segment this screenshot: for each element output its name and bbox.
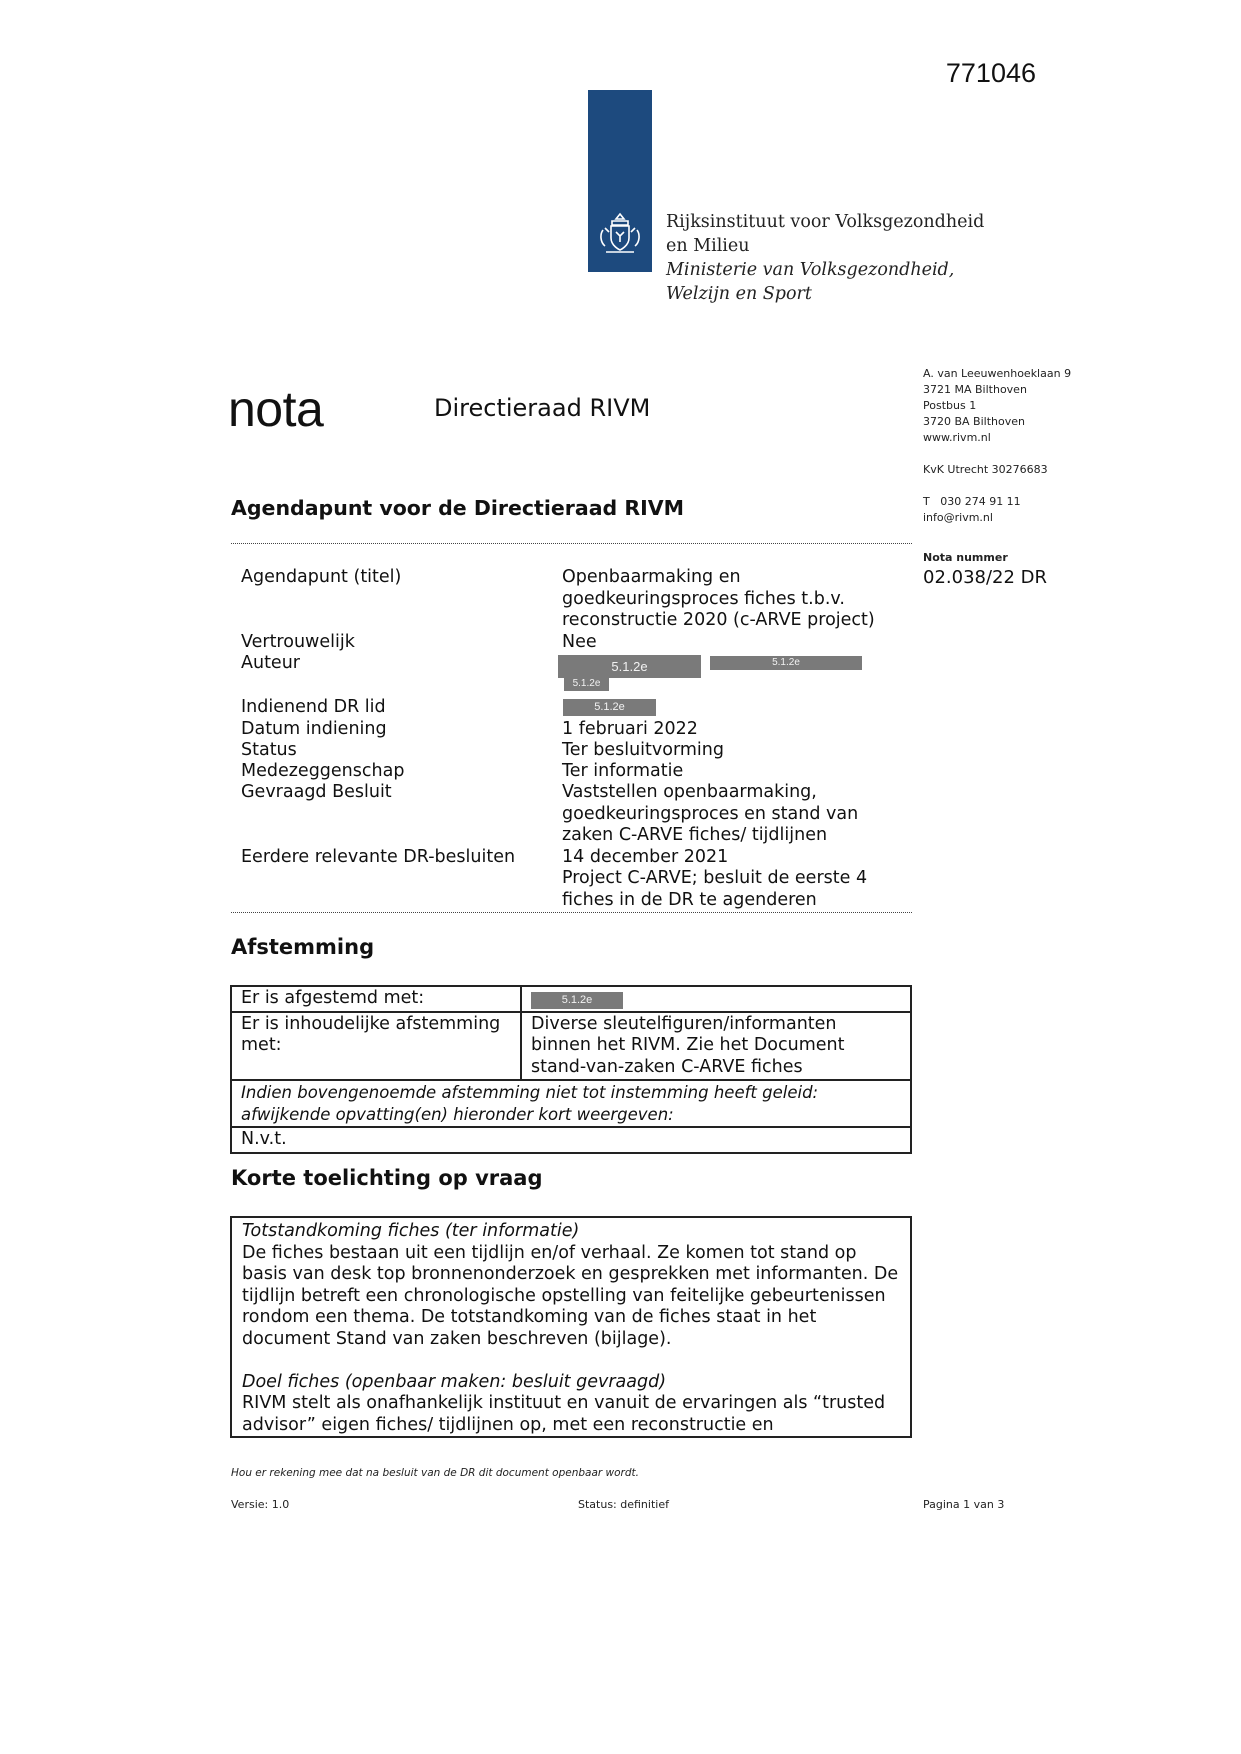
label-requested-decision: Gevraagd Besluit	[241, 782, 392, 802]
redaction-block: 5.1.2e	[710, 656, 862, 670]
phone-number: T 030 274 91 11	[923, 495, 1021, 508]
footer-page: Pagina 1 van 3	[923, 1498, 1005, 1511]
kvk-number: KvK Utrecht 30276683	[923, 463, 1048, 476]
label-participation: Medezeggenschap	[241, 761, 405, 781]
value-date: 1 februari 2022	[562, 719, 698, 739]
logo-line-2: en Milieu	[666, 236, 750, 256]
logo-line-3: Ministerie van Volksgezondheid,	[666, 260, 955, 280]
label-previous-decisions: Eerdere relevante DR-besluiten	[241, 847, 516, 867]
rijksoverheid-logo-bar	[588, 90, 652, 272]
label-title: Agendapunt (titel)	[241, 567, 402, 587]
crest-icon	[594, 208, 646, 260]
toelichting-subheading-2: Doel fiches (openbaar maken: besluit gevraagd)	[242, 1371, 667, 1392]
table-row	[232, 1013, 910, 1082]
table-row	[232, 1081, 910, 1128]
address-line: 3720 BA Bilthoven	[923, 415, 1025, 428]
toelichting-heading: Korte toelichting op vraag	[231, 1166, 543, 1190]
address-line: 3721 MA Bilthoven	[923, 383, 1027, 396]
toelichting-box	[230, 1216, 912, 1438]
footer-note: Hou er rekening mee dat na besluit van de DR dit document openbaar wordt.	[231, 1467, 639, 1479]
value-title: Openbaarmaking en goedkeuringsproces fiches t.b.v. reconstructie 2020 (c-ARVE project)	[562, 567, 875, 630]
value-participation: Ter informatie	[562, 761, 684, 781]
department-name: Directieraad RIVM	[434, 394, 651, 422]
table-row	[232, 1128, 910, 1152]
label-author: Auteur	[241, 653, 300, 673]
toelichting-paragraph-1: De fiches bestaan uit een tijdlijn en/of verhaal. Ze komen tot stand op basis van desk top bronnenonderzoek en gesprekken met informanten. De tijdlijn betreft een chronologische opstelling van feitelijke gebeurtenissen rondom een thema. De totstandkoming van de fiches staat in het document Stand van zaken beschreven (bijlage).	[242, 1242, 899, 1349]
inhoudelijk-label: Er is inhoudelijke afstemming met:	[232, 1013, 522, 1080]
footer-version: Versie: 1.0	[231, 1498, 290, 1511]
document-number: 771046	[945, 58, 1036, 88]
afstemming-table	[230, 985, 912, 1154]
footer-status: Status: definitief	[578, 1498, 669, 1511]
value-confidential: Nee	[562, 632, 597, 652]
toelichting-paragraph-2: RIVM stelt als onafhankelijk instituut en vanuit de ervaringen als “trusted advisor” eigen fiches/ tijdlijnen op, met een reconstructie en	[242, 1393, 886, 1435]
website: www.rivm.nl	[923, 431, 991, 444]
value-previous-decision-text: Project C-ARVE; besluit de eerste 4 fiches in de DR te agenderen	[562, 868, 868, 910]
afgestemd-label: Er is afgestemd met:	[232, 987, 522, 1011]
divider	[231, 912, 912, 913]
value-status: Ter besluitvorming	[562, 740, 724, 760]
label-status: Status	[241, 740, 297, 760]
inhoudelijk-value: Diverse sleutelfiguren/informanten binnen het RIVM. Zie het Document stand-van-zaken C-ARVE fiches	[531, 1013, 845, 1077]
logo-line-1: Rijksinstituut voor Volksgezondheid	[666, 212, 985, 232]
divider	[231, 543, 912, 544]
redaction-block: 5.1.2e	[563, 699, 656, 716]
label-submitter: Indienend DR lid	[241, 697, 386, 717]
value-requested-decision: Vaststellen openbaarmaking, goedkeuringsproces en stand van zaken C-ARVE fiches/ tijdlijnen	[562, 782, 859, 845]
redaction-block: 5.1.2e	[531, 992, 623, 1009]
nota-number: 02.038/22 DR	[923, 567, 1048, 588]
label-date: Datum indiening	[241, 719, 387, 739]
nota-number-label: Nota nummer	[923, 551, 1008, 564]
logo-line-4: Welzijn en Sport	[666, 284, 812, 304]
agenda-heading: Agendapunt voor de Directieraad RIVM	[231, 496, 685, 520]
afwijkende-opvatting-note: Indien bovengenoemde afstemming niet tot instemming heeft geleid: afwijkende opvatting(en) hieronder kort weergeven:	[241, 1083, 819, 1124]
address-line: A. van Leeuwenhoeklaan 9	[923, 367, 1072, 380]
afgestemd-value	[522, 987, 910, 1011]
redaction-block: 5.1.2e	[558, 655, 701, 678]
logo-text	[666, 210, 984, 306]
label-confidential: Vertrouwelijk	[241, 632, 355, 652]
redaction-block: 5.1.2e	[564, 677, 609, 691]
table-row	[232, 987, 910, 1013]
email-address: info@rivm.nl	[923, 511, 993, 524]
value-previous-decision-date: 14 december 2021	[562, 847, 729, 867]
toelichting-subheading-1: Totstandkoming fiches (ter informatie)	[242, 1221, 580, 1241]
address-block	[923, 366, 1071, 526]
afstemming-heading: Afstemming	[231, 935, 375, 959]
document-type: nota	[228, 381, 324, 437]
address-line: Postbus 1	[923, 399, 977, 412]
afwijkende-opvatting-value: N.v.t.	[241, 1129, 287, 1149]
